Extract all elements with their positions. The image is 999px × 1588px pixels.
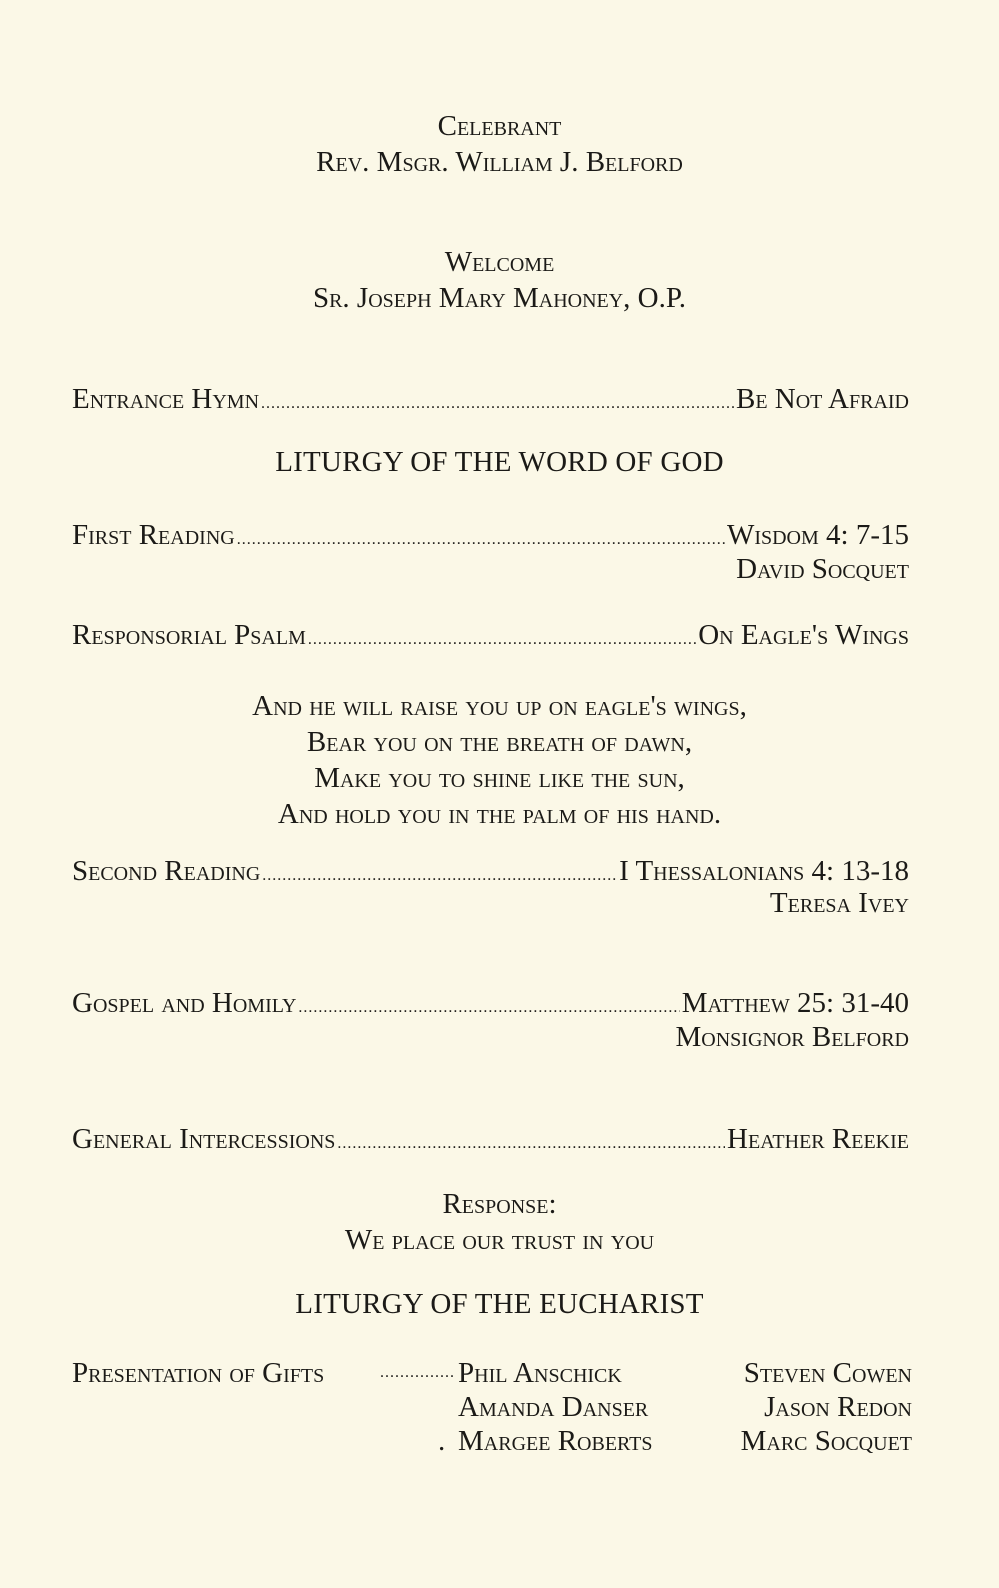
gift-bearer: Amanda Danser (458, 1391, 649, 1423)
intercessions-value: Heather Reekie (727, 1123, 909, 1155)
stray-mark: . (438, 1425, 446, 1457)
gift-bearer: Margee Roberts (458, 1425, 653, 1457)
first-reading-value: Wisdom 4: 7-15 (726, 519, 909, 551)
intercessions-label: General Intercessions (72, 1123, 336, 1155)
gift-bearer: Marc Socquet (740, 1425, 912, 1457)
gift-bearers-column-2 (741, 1356, 912, 1458)
liturgy-word-heading: LITURGY OF THE WORD OF GOD (275, 446, 724, 478)
responsorial-psalm-label: Responsorial Psalm (72, 619, 306, 651)
first-reading-reader: David Socquet (736, 553, 909, 585)
liturgy-eucharist-section (0, 1288, 999, 1321)
entrance-hymn-label: Entrance Hymn (72, 383, 260, 415)
leader-dots (261, 387, 734, 421)
entrance-hymn-row (72, 382, 909, 421)
liturgy-word-section (0, 446, 999, 479)
celebrant-section (0, 108, 999, 180)
leader-dots (380, 1356, 456, 1390)
refrain-line: And he will raise you up on eagle's wings, (252, 690, 747, 722)
gospel-reader: Monsignor Belford (675, 1021, 909, 1053)
leader-dots (237, 523, 725, 557)
gospel-value: Matthew 25: 31-40 (681, 987, 909, 1019)
welcome-heading: Welcome (444, 246, 555, 278)
intercessions-row (72, 1122, 909, 1161)
gospel-label: Gospel and Homily (72, 987, 297, 1019)
presentation-label: Presentation of Gifts (72, 1357, 325, 1389)
response-text: We place our trust in you (344, 1224, 655, 1256)
gift-bearers-column-1 (458, 1356, 653, 1458)
gift-bearer: Steven Cowen (743, 1357, 912, 1389)
celebrant-heading: Celebrant (437, 110, 562, 142)
gift-bearer: Phil Anschick (458, 1357, 622, 1389)
refrain-line: Bear you on the breath of dawn, (306, 726, 693, 758)
leader-dots (337, 1127, 725, 1161)
gift-bearer: Jason Redon (764, 1391, 912, 1423)
welcome-name: Sr. Joseph Mary Mahoney, O.P. (312, 282, 687, 314)
responsorial-psalm-row (72, 618, 909, 657)
responsorial-psalm-value: On Eagle's Wings (698, 619, 909, 651)
leader-dots (298, 991, 679, 1025)
second-reading-reader: Teresa Ivey (769, 887, 909, 919)
refrain-line: Make you to shine like the sun, (314, 762, 685, 794)
refrain-line: And hold you in the palm of his hand. (277, 798, 722, 830)
entrance-hymn-value: Be Not Afraid (735, 383, 909, 415)
leader-dots (262, 859, 617, 893)
celebrant-name: Rev. Msgr. William J. Belford (316, 146, 683, 178)
response-section (0, 1186, 999, 1258)
leader-dots (308, 623, 696, 657)
second-reading-value: I Thessalonians 4: 13-18 (619, 855, 909, 887)
psalm-refrain (0, 688, 999, 832)
welcome-section (0, 244, 999, 316)
first-reading-label: First Reading (72, 519, 235, 551)
second-reading-label: Second Reading (72, 855, 261, 887)
response-label: Response: (442, 1188, 557, 1220)
liturgy-eucharist-heading: LITURGY OF THE EUCHARIST (295, 1288, 704, 1320)
